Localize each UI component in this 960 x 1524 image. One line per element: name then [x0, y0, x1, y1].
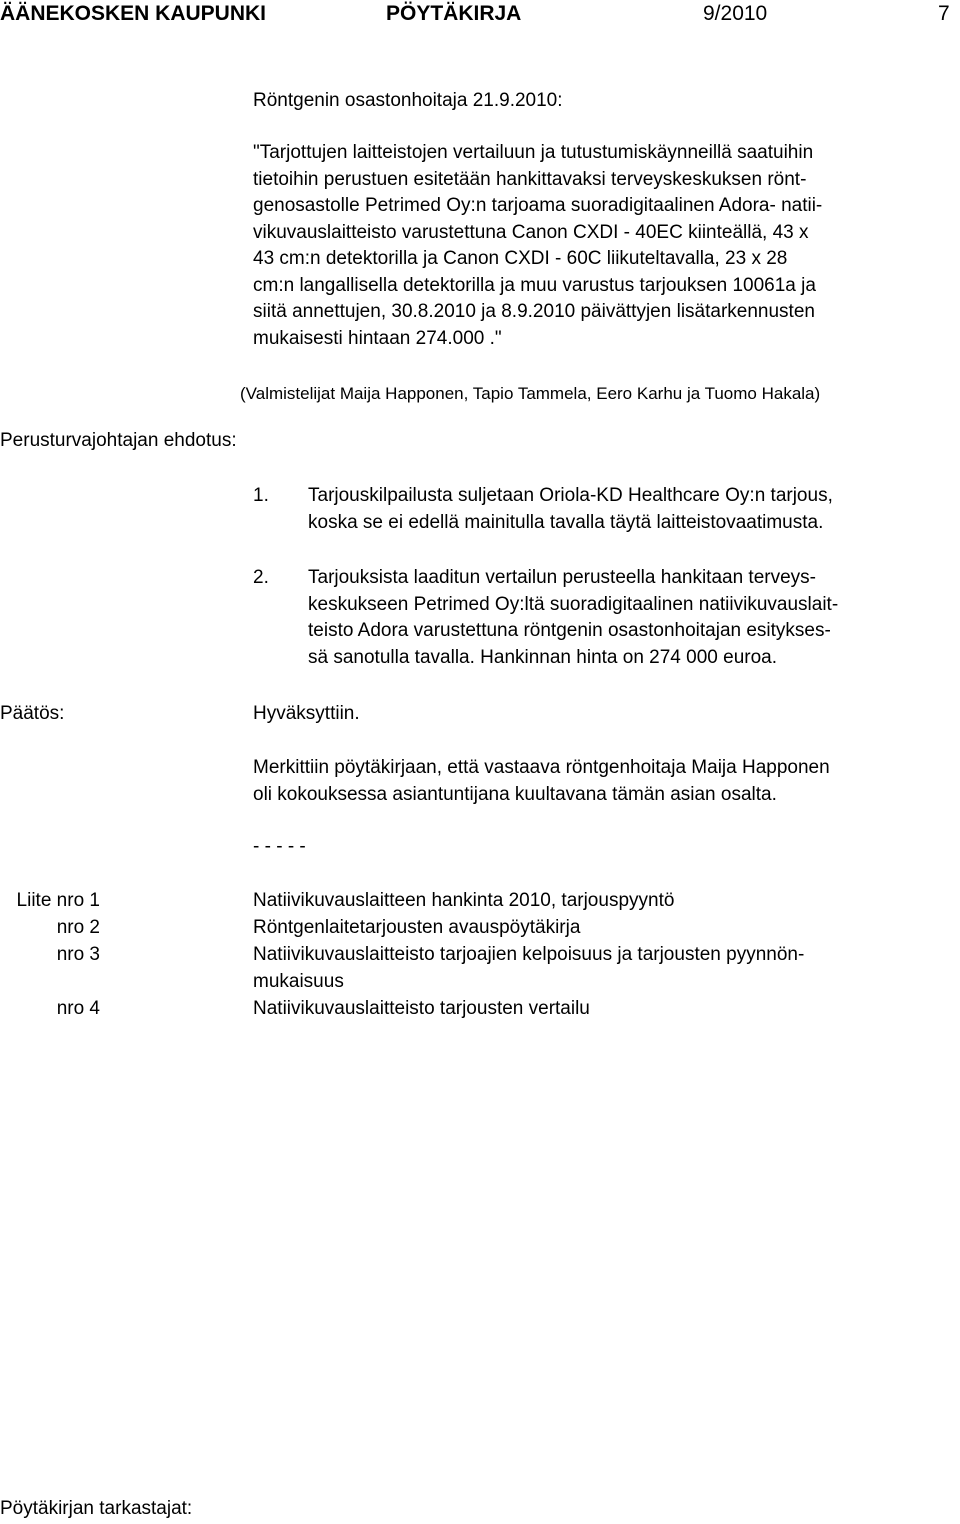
proposal-quote — [253, 140, 822, 352]
proposal-item-number: 1. — [253, 485, 269, 506]
attachment-title: Natiivikuvauslaitteisto tarjousten vertailu — [253, 998, 590, 1019]
section-separator: - - - - - — [253, 836, 306, 857]
proposal-item-text: Tarjouskilpailusta suljetaan Oriola-KD Healthcare Oy:n tarjous, koska se ei edellä mainitulla tavalla täytä laitteistovaatimusta. — [308, 485, 833, 533]
header-doc-type: PÖYTÄKIRJA — [386, 2, 522, 25]
decision-label: Päätös: — [0, 703, 65, 724]
attachment-title: Natiivikuvauslaitteisto tarjoajien kelpoisuus ja tarjousten pyynnön- mukaisuus — [253, 944, 805, 992]
quote-line: tietoihin perustuen esitetään hankittavaksi terveyskeskuksen rönt- — [253, 168, 807, 190]
proposal-item-number: 2. — [253, 567, 269, 588]
attachment-title: Röntgenlaitetarjousten avauspöytäkirja — [253, 917, 581, 938]
quote-line: vikuvauslaitteisto varustettuna Canon CXDI - 40EC kiinteällä, 43 x — [253, 221, 809, 243]
quote-line: "Tarjottujen laitteistojen vertailuun ja tutustumiskäynneillä saatuihin — [253, 142, 814, 163]
attachment-label: Liite nro 1 — [16, 890, 100, 911]
attachment-label: nro 2 — [56, 917, 100, 938]
quote-line: 43 cm:n detektorilla ja Canon CXDI - 60C liikuteltavalla, 23 x 28 — [253, 248, 788, 269]
header-issue: 9/2010 — [703, 2, 768, 25]
attachment-label: nro 4 — [56, 998, 100, 1019]
preparers-note: (Valmistelijat Maija Happonen, Tapio Tammela, Eero Karhu ja Tuomo Hakala) — [240, 384, 821, 403]
quote-line: mukaisesti hintaan 274.000 ." — [253, 327, 502, 349]
proposal-item-text: Tarjouksista laaditun vertailun perusteella hankitaan terveys- keskukseen Petrimed Oy:ltä suoradigitaalinen natiivikuvauslait- teisto Adora varustettuna röntgenin osastonhoitajan esitykses- sä sanotulla tavalla. Hankinnan hinta on 274 000 euroa. — [308, 567, 839, 668]
director-proposal-label: Perusturvajohtajan ehdotus: — [0, 430, 237, 451]
quote-line: cm:n langallisella detektorilla ja muu varustus tarjouksen 10061a ja — [253, 274, 816, 296]
proposal-intro: Röntgenin osastonhoitaja 21.9.2010: — [253, 90, 563, 111]
quote-line: genosastolle Petrimed Oy:n tarjoama suoradigitaalinen Adora- natii- — [253, 195, 823, 216]
attachment-title: Natiivikuvauslaitteen hankinta 2010, tarjouspyyntö — [253, 890, 675, 911]
minutes-examiners-label: Pöytäkirjan tarkastajat: — [0, 1498, 193, 1519]
decision-text: Hyväksyttiin. — [253, 703, 360, 724]
header-org: ÄÄNEKOSKEN KAUPUNKI — [0, 2, 267, 25]
quote-line: siitä annettujen, 30.8.2010 ja 8.9.2010 päivättyjen lisätarkennusten — [253, 301, 815, 322]
decision-note: Merkittiin pöytäkirjaan, että vastaava röntgenhoitaja Maija Happonen oli kokouksessa asiantuntijana kuultavana tämän asian osalta. — [253, 757, 830, 805]
header-page-number: 7 — [938, 2, 950, 25]
attachment-label: nro 3 — [56, 944, 100, 965]
